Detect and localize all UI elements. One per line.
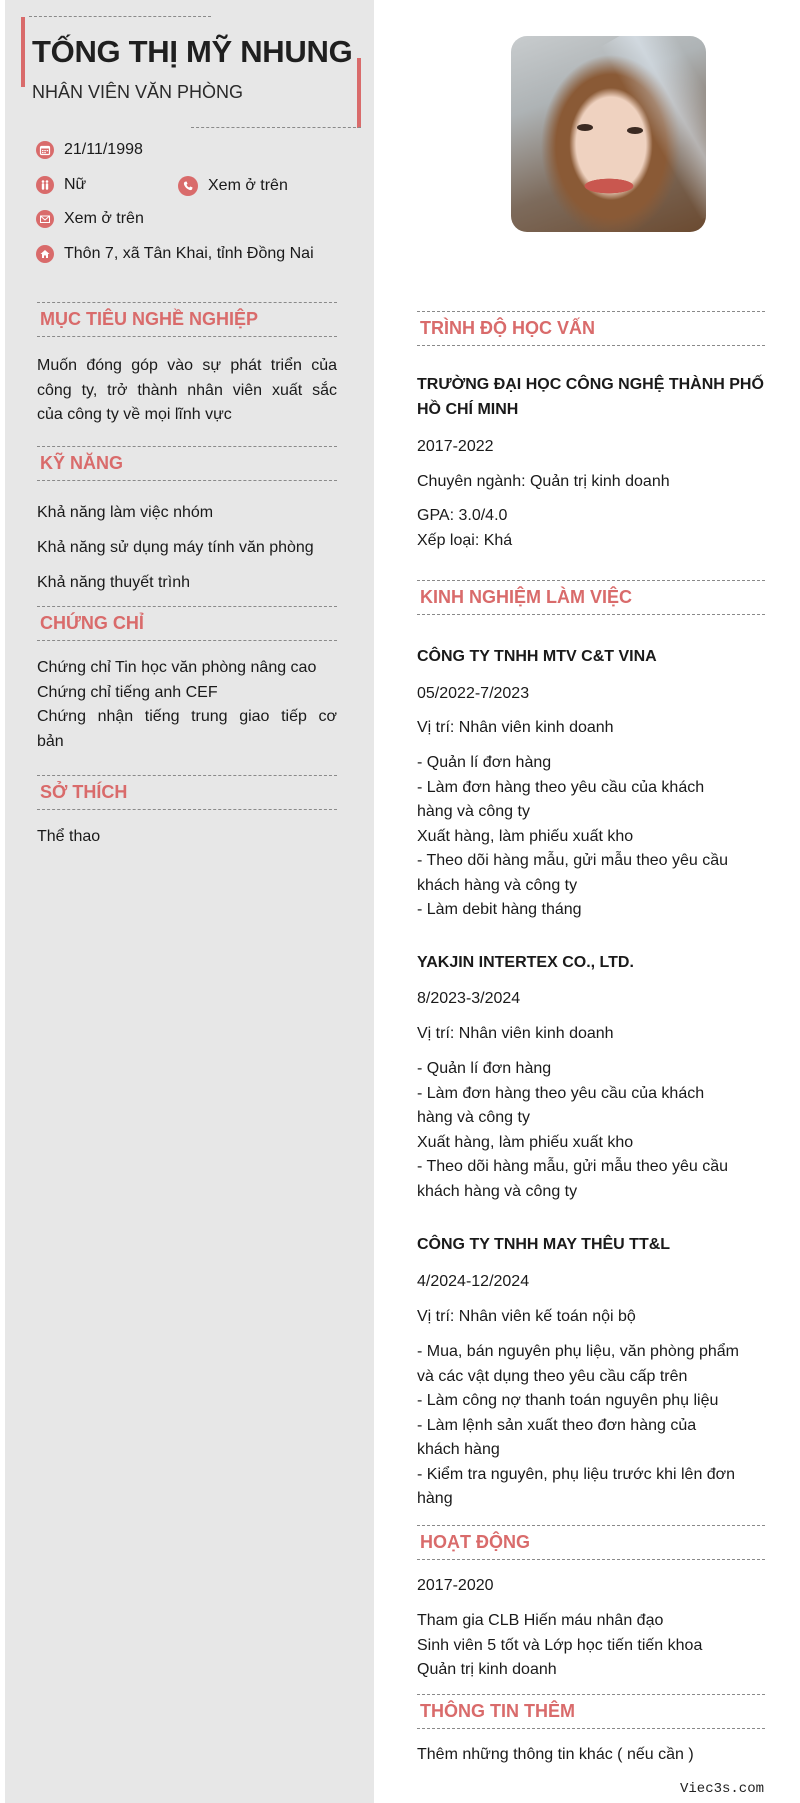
section-title: KINH NGHIỆM LÀM VIỆC (420, 587, 633, 607)
section-title: SỞ THÍCH (40, 782, 128, 802)
phone-row (178, 176, 288, 196)
duty-line: và các vật dụng theo yêu cầu cấp trên (417, 1367, 688, 1385)
duty-line: - Làm đơn hàng theo yêu cầu của khách (417, 1084, 705, 1102)
birthday-row (36, 141, 143, 159)
name-header (21, 16, 361, 128)
divider (191, 127, 361, 128)
job-position: Vị trí: Nhân viên kinh doanh (417, 719, 614, 736)
email-value: Xem ở trên (64, 210, 144, 227)
certificate-item: Chứng chỉ tiếng anh CEF (37, 683, 218, 701)
skill-item: Khả năng thuyết trình (37, 574, 190, 591)
calendar-icon (36, 141, 54, 159)
text-line: công ty, trở thành nhân viên xuất sắc (37, 381, 337, 399)
text-line: HỒ CHÍ MINH (417, 400, 519, 418)
extra-text: Thêm những thông tin khác ( nếu cần ) (417, 1746, 694, 1763)
education-gpa-block (417, 504, 512, 553)
job-company: CÔNG TY TNHH MTV C&T VINA (417, 648, 657, 665)
activity-item: Sinh viên 5 tốt và Lớp học tiến tiến khoa (417, 1636, 703, 1654)
education-major: Chuyên ngành: Quản trị kinh doanh (417, 473, 670, 490)
text-line: TRƯỜNG ĐẠI HỌC CÔNG NGHỆ THÀNH PHỐ (417, 376, 764, 393)
photo-detail (627, 127, 643, 134)
certificate-item: bản (37, 732, 64, 750)
gender-row (36, 176, 86, 194)
section-title: TRÌNH ĐỘ HỌC VẤN (420, 318, 595, 338)
job-position: Vị trí: Nhân viên kinh doanh (417, 1025, 614, 1042)
certificates-list (37, 656, 337, 754)
gender-value: Nữ (64, 176, 87, 193)
address-row (36, 245, 314, 263)
duty-line: - Làm đơn hàng theo yêu cầu của khách (417, 778, 705, 796)
watermark: Viec3s.com (679, 1781, 764, 1797)
skill-item: Khả năng làm việc nhóm (37, 504, 214, 521)
job-duties (417, 751, 765, 923)
left-sidebar (5, 0, 374, 1803)
job-period: 05/2022-7/2023 (417, 685, 530, 702)
duty-line: khách hàng (417, 1441, 500, 1458)
accent-bar (21, 17, 25, 87)
email-row (36, 210, 144, 228)
section-title: CHỨNG CHỈ (40, 613, 144, 633)
home-icon (36, 245, 54, 263)
section-title: THÔNG TIN THÊM (420, 1701, 575, 1721)
envelope-icon (36, 210, 54, 228)
duty-line: - Theo dõi hàng mẫu, gửi mẫu theo yêu cầu (417, 1158, 729, 1175)
hobbies-list (37, 825, 337, 850)
duty-line: - Làm lệnh sản xuất theo đơn hàng của (417, 1416, 697, 1434)
duty-line: Xuất hàng, làm phiếu xuất kho (417, 827, 634, 845)
profile-photo (511, 36, 706, 232)
photo-detail (577, 124, 593, 131)
divider (29, 16, 211, 17)
hobby-item: Thể thao (37, 828, 101, 845)
education-gpa: GPA: 3.0/4.0 (417, 507, 508, 524)
school-name (417, 373, 765, 422)
job-company: YAKJIN INTERTEX CO., LTD. (417, 954, 634, 971)
duty-line: khách hàng và công ty (417, 876, 578, 894)
duty-line: - Quản lí đơn hàng (417, 754, 552, 771)
section-header-hobbies (37, 775, 337, 810)
duty-line: hàng và công ty (417, 803, 530, 820)
text-line: Muốn đóng góp vào sự phát triển của (37, 357, 337, 374)
job-company: CÔNG TY TNHH MAY THÊU TT&L (417, 1236, 671, 1253)
activities-period: 2017-2020 (417, 1577, 494, 1594)
education-rank: Xếp loại: Khá (417, 531, 513, 549)
duty-line: hàng và công ty (417, 1109, 530, 1126)
activity-item: Quản trị kinh doanh (417, 1661, 557, 1678)
full-name: TỐNG THỊ MỸ NHUNG (32, 34, 353, 69)
job-title: NHÂN VIÊN VĂN PHÒNG (32, 82, 244, 102)
text-line: của công ty về mọi lĩnh vực (37, 406, 232, 423)
section-title: HOẠT ĐỘNG (420, 1532, 530, 1552)
duty-line: Xuất hàng, làm phiếu xuất kho (417, 1133, 634, 1151)
phone-value: Xem ở trên (208, 177, 288, 194)
activities-list (417, 1609, 777, 1683)
education-period: 2017-2022 (417, 438, 494, 455)
accent-bar (357, 58, 361, 128)
duty-line: - Kiểm tra nguyên, phụ liệu trước khi lên đơn (417, 1465, 736, 1483)
duty-line: - Quản lí đơn hàng (417, 1060, 552, 1077)
section-header-extra (417, 1694, 765, 1729)
duty-line: hàng (417, 1490, 453, 1507)
section-header-activities (417, 1525, 765, 1560)
duty-line: - Theo dõi hàng mẫu, gửi mẫu theo yêu cầu (417, 852, 729, 869)
duty-line: - Làm công nợ thanh toán nguyên phụ liệu (417, 1392, 719, 1409)
duty-line: - Làm debit hàng tháng (417, 901, 582, 918)
gender-icon (36, 176, 54, 194)
photo-light (601, 36, 706, 220)
section-title: MỤC TIÊU NGHỀ NGHIỆP (40, 309, 259, 329)
address-value: Thôn 7, xã Tân Khai, tỉnh Đồng Nai (64, 245, 314, 262)
section-header-experience (417, 580, 765, 615)
section-title: KỸ NĂNG (40, 453, 124, 473)
duty-line: - Mua, bán nguyên phụ liệu, văn phòng phẩm (417, 1343, 740, 1360)
activity-item: Tham gia CLB Hiến máu nhân đạo (417, 1612, 664, 1629)
section-header-skills (37, 446, 337, 481)
section-header-certificates (37, 606, 337, 641)
birthday-value: 21/11/1998 (64, 141, 143, 158)
phone-icon (178, 176, 198, 196)
objective-text (37, 354, 337, 428)
duty-line: khách hàng và công ty (417, 1182, 578, 1200)
job-position: Vị trí: Nhân viên kế toán nội bộ (417, 1308, 636, 1325)
job-duties (417, 1057, 765, 1204)
certificate-item: Chứng nhận tiếng trung giao tiếp cơ (37, 708, 337, 725)
job-duties (417, 1340, 777, 1512)
skill-item: Khả năng sử dụng máy tính văn phòng (37, 539, 314, 556)
job-period: 4/2024-12/2024 (417, 1273, 530, 1290)
certificate-item: Chứng chỉ Tin học văn phòng nâng cao (37, 659, 317, 676)
section-header-objective (37, 302, 337, 337)
section-header-education (417, 311, 765, 346)
job-period: 8/2023-3/2024 (417, 990, 521, 1007)
skills-list (37, 495, 337, 600)
